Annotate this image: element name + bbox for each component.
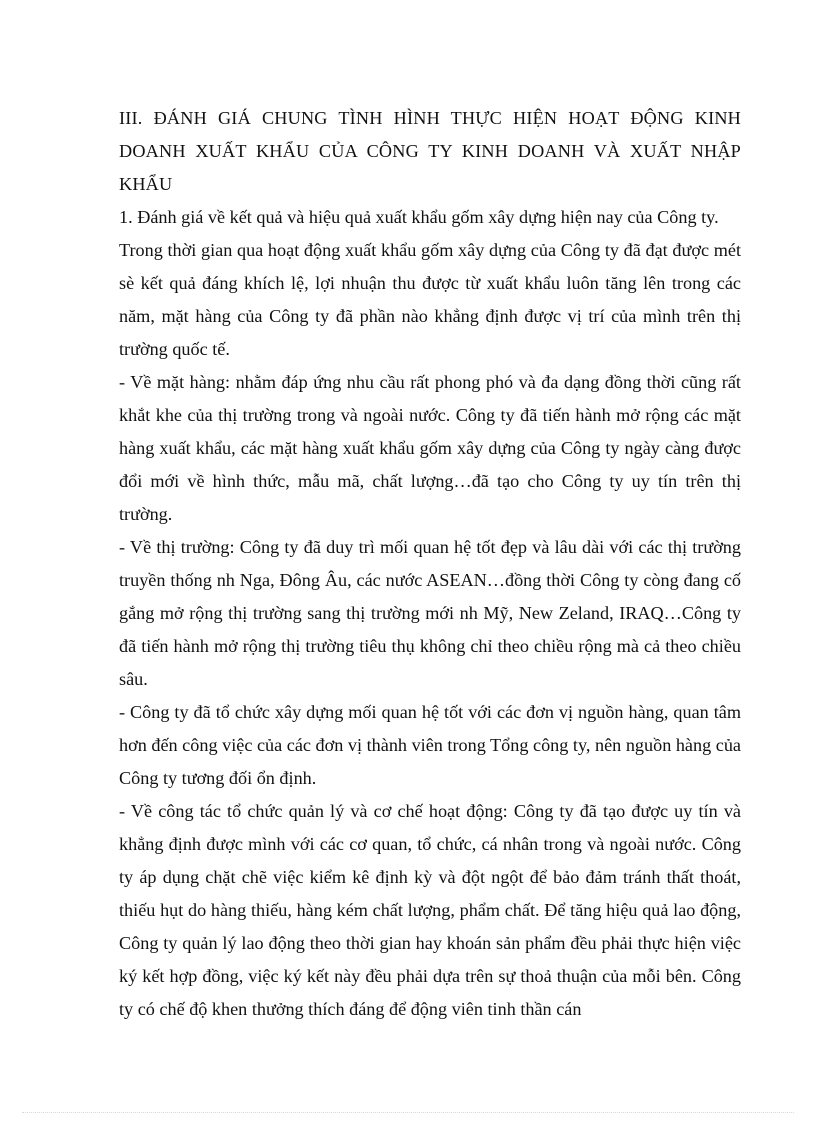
paragraph-management: - Về công tác tổ chức quản lý và cơ chế hoạt động: Công ty đã tạo được uy tín và khẳng định được mình với các cơ quan, tổ chức, cá nhân trong và ngoài nước. Công ty áp dụng chặt chẽ việc kiểm kê định kỳ và đột ngột để bảo đảm tránh thất thoát, thiếu hụt do hàng thiếu, hàng kém chất lượng, phẩm chất. Để tăng hiệu quả lao động, Công ty quản lý lao động theo thời gian hay khoán sản phẩm đều phải thực hiện việc ký kết hợp đồng, việc ký kết này đều phải dựa trên sự thoả thuận của mỗi bên. Công ty có chế độ khen thưởng thích đáng để động viên tinh thần cán [119,801,741,1019]
paragraph-products: - Về mặt hàng: nhằm đáp ứng nhu cầu rất phong phó và đa dạng đồng thời cũng rất khắt khe của thị trường trong và ngoài nước. Công ty đã tiến hành mở rộng các mặt hàng xuất khẩu, các mặt hàng xuất khẩu gốm xây dựng của Công ty ngày càng được đổi mới về hình thức, mẫu mã, chất lượng…đã tạo cho Công ty uy tín trên thị trường. [119,372,741,524]
chapter-heading: III. ĐÁNH GIÁ CHUNG TÌNH HÌNH THỰC HIỆN HOẠT ĐỘNG KINH DOANH XUẤT KHẨU CỦA CÔNG TY KINH DOANH VÀ XUẤT NHẬP KHẨU [119,108,741,194]
section-title: 1. Đánh giá về kết quả và hiệu quả xuất khẩu gốm xây dựng hiện nay của Công ty. [119,207,719,227]
document-body [119,102,741,1026]
paragraph-intro: Trong thời gian qua hoạt động xuất khẩu gốm xây dựng của Công ty đã đạt được mét sè kết quả đáng khích lệ, lợi nhuận thu được từ xuất khẩu luôn tăng lên trong các năm, mặt hàng của Công ty đã phần nào khẳng định được vị trí của mình trên thị trường quốc tế. [119,240,741,359]
paragraph-markets: - Về thị trường: Công ty đã duy trì mối quan hệ tốt đẹp và lâu dài với các thị trường truyền thống nh Nga, Đông Âu, các nước ASEAN…đồng thời Công ty còng đang cố gắng mở rộng thị trường sang thị trường mới nh Mỹ, New Zeland, IRAQ…Công ty đã tiến hành mở rộng thị trường tiêu thụ không chỉ theo chiều rộng mà cả theo chiều sâu. [119,537,741,689]
page-bottom-rule [22,1112,794,1113]
paragraph-suppliers: - Công ty đã tổ chức xây dựng mối quan hệ tốt với các đơn vị nguồn hàng, quan tâm hơn đến công việc của các đơn vị thành viên trong Tổng công ty, nên nguồn hàng của Công ty tương đối ổn định. [119,702,741,788]
